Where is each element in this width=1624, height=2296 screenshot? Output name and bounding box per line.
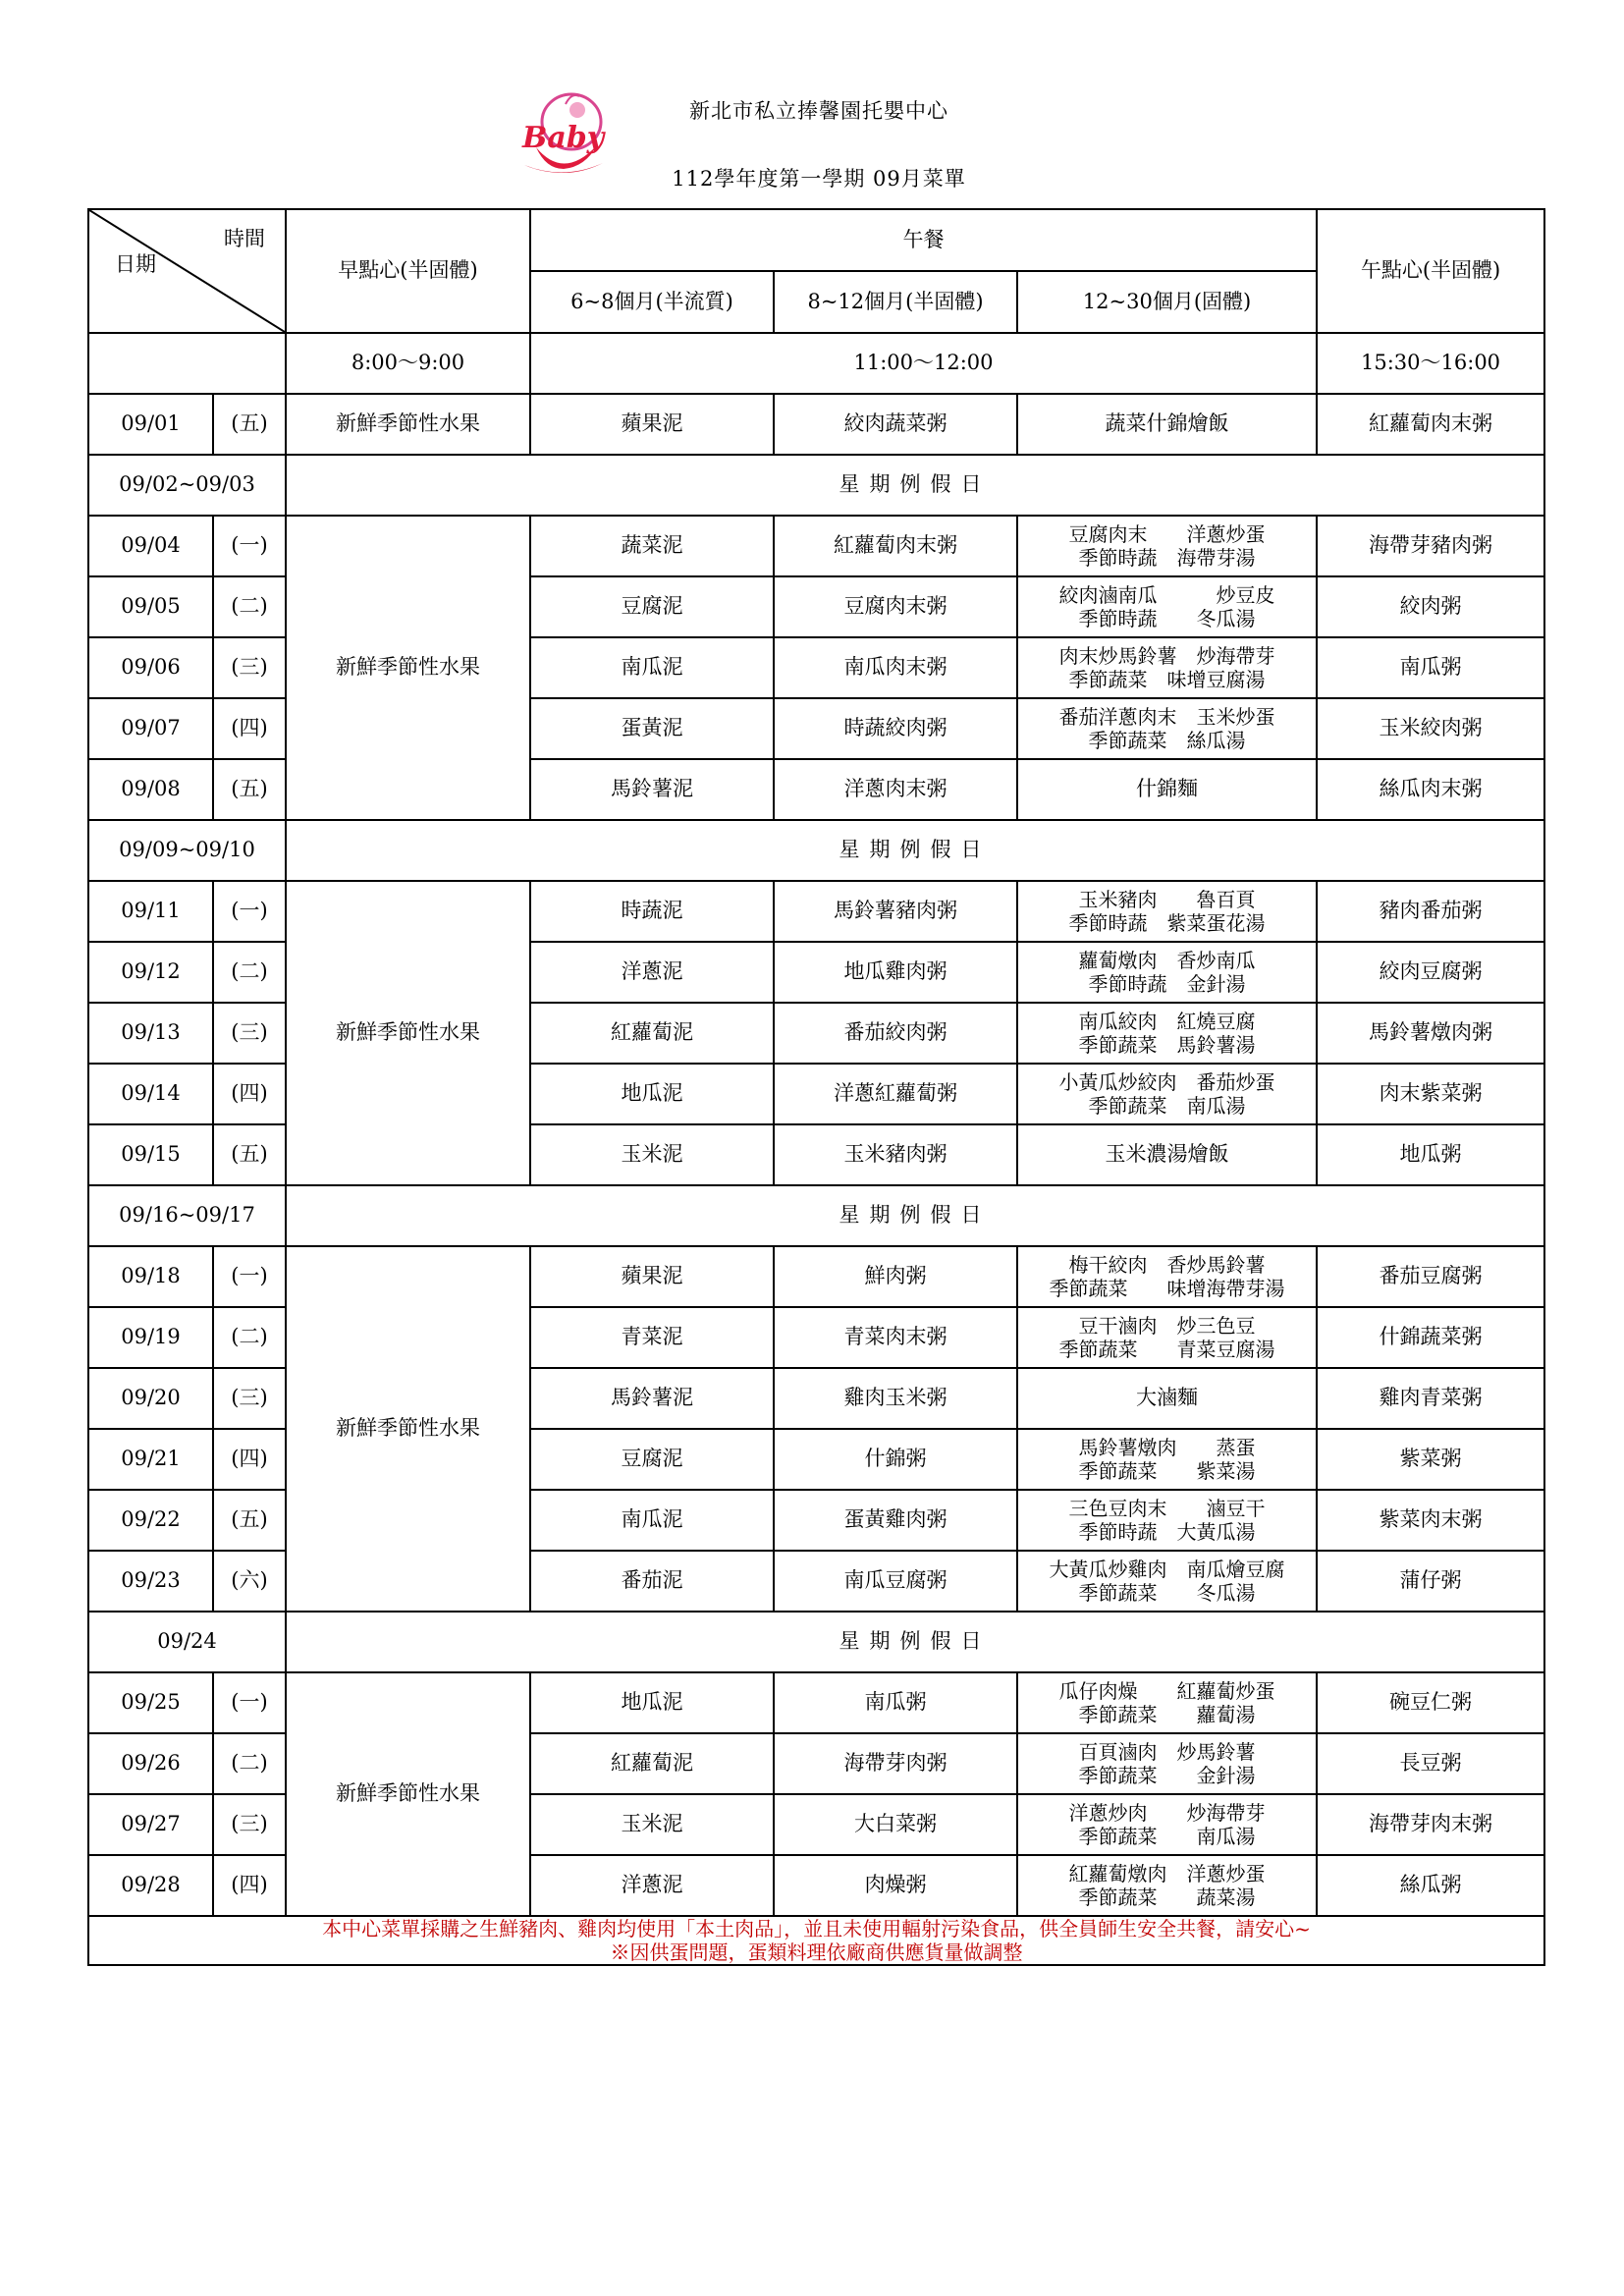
holiday-row	[88, 455, 1544, 516]
lunch-6-8-cell: 青菜泥	[530, 1307, 774, 1368]
day-cell: (二)	[213, 942, 286, 1003]
dish-line: 季節蔬菜 蔬菜湯	[1078, 1886, 1256, 1909]
dish-line: 季節時蔬 大黃瓜湯	[1078, 1520, 1256, 1544]
lunch-8-12-cell: 蛋黃雞肉粥	[774, 1490, 1017, 1551]
morning-cell: 新鮮季節性水果	[286, 516, 530, 820]
lunch-12-30-cell: 玉米濃湯燴飯	[1017, 1124, 1317, 1185]
lunch-6-8-cell: 地瓜泥	[530, 1672, 774, 1733]
dish-line: 季節蔬菜 冬瓜湯	[1078, 1581, 1256, 1605]
dish-line: 季節時蔬 紫菜蛋花湯	[1068, 911, 1266, 935]
morning-cell: 新鮮季節性水果	[286, 881, 530, 1185]
day-cell: (四)	[213, 1064, 286, 1124]
lunch-8-12-cell: 豆腐肉末粥	[774, 576, 1017, 637]
day-cell: (四)	[213, 1429, 286, 1490]
afternoon-cell: 絞肉豆腐粥	[1317, 942, 1544, 1003]
date-cell: 09/20	[88, 1368, 213, 1429]
lunch-8-12-cell: 鮮肉粥	[774, 1246, 1017, 1307]
lunch-12-30-cell: 蔬菜什錦燴飯	[1017, 394, 1317, 455]
dish-line: 大黃瓜炒雞肉 南瓜燴豆腐	[1049, 1558, 1285, 1581]
morning-header: 早點心(半固體)	[286, 209, 530, 333]
holiday-cell: 星期例假日	[286, 455, 1544, 516]
lunch-6-8-cell: 洋蔥泥	[530, 1855, 774, 1916]
date-cell: 09/27	[88, 1794, 213, 1855]
dish-line: 瓜仔肉燥 紅蘿蔔炒蛋	[1058, 1679, 1275, 1703]
lunch-8-12-cell: 南瓜肉末粥	[774, 637, 1017, 698]
lunch-12-30-cell: 大滷麵	[1017, 1368, 1317, 1429]
date-cell: 09/14	[88, 1064, 213, 1124]
day-cell: (五)	[213, 1124, 286, 1185]
date-cell: 09/18	[88, 1246, 213, 1307]
dish-line: 季節蔬菜 味增豆腐湯	[1068, 668, 1266, 691]
date-cell: 09/19	[88, 1307, 213, 1368]
afternoon-cell: 馬鈴薯燉肉粥	[1317, 1003, 1544, 1064]
day-cell: (二)	[213, 1307, 286, 1368]
note-line: 本中心菜單採購之生鮮豬肉、雞肉均使用「本土肉品」，並且未使用輻射污染食品，供全員師生安全共餐，請安心~	[322, 1917, 1311, 1941]
lunch-12-30-cell	[1017, 1429, 1317, 1490]
morning-cell: 新鮮季節性水果	[286, 394, 530, 455]
lunch-12-30-cell	[1017, 1794, 1317, 1855]
afternoon-cell: 絲瓜粥	[1317, 1855, 1544, 1916]
lunch-6-8-cell: 蘋果泥	[530, 1246, 774, 1307]
dish-line: 季節蔬菜 馬鈴薯湯	[1078, 1033, 1256, 1057]
lunch-12-30-cell	[1017, 1246, 1317, 1307]
lunch-12-30-cell	[1017, 576, 1317, 637]
holiday-row	[88, 1185, 1544, 1246]
date-cell: 09/21	[88, 1429, 213, 1490]
table-row	[88, 881, 1544, 942]
lunch-12-30-cell	[1017, 637, 1317, 698]
afternoon-cell: 海帶芽豬肉粥	[1317, 516, 1544, 576]
morning-cell: 新鮮季節性水果	[286, 1672, 530, 1916]
lunch-6-8-cell: 南瓜泥	[530, 637, 774, 698]
lunch-8-12-cell: 時蔬絞肉粥	[774, 698, 1017, 759]
lunch-6-8-cell: 玉米泥	[530, 1124, 774, 1185]
lunch-12-30-cell	[1017, 1064, 1317, 1124]
date-cell: 09/28	[88, 1855, 213, 1916]
date-cell: 09/23	[88, 1551, 213, 1612]
day-cell: (四)	[213, 1855, 286, 1916]
afternoon-cell: 碗豆仁粥	[1317, 1672, 1544, 1733]
day-cell: (三)	[213, 1003, 286, 1064]
lunch-12-30-cell	[1017, 1733, 1317, 1794]
afternoon-cell: 南瓜粥	[1317, 637, 1544, 698]
lunch-12-30-cell	[1017, 1307, 1317, 1368]
lunch-8-12-cell: 洋蔥紅蘿蔔粥	[774, 1064, 1017, 1124]
afternoon-cell: 玉米絞肉粥	[1317, 698, 1544, 759]
day-cell: (三)	[213, 637, 286, 698]
dish-line: 紅蘿蔔燉肉 洋蔥炒蛋	[1068, 1862, 1266, 1886]
afternoon-cell: 長豆粥	[1317, 1733, 1544, 1794]
lunch-6-8-cell: 紅蘿蔔泥	[530, 1733, 774, 1794]
lunch-8-12-cell: 大白菜粥	[774, 1794, 1017, 1855]
afternoon-header: 午點心(半固體)	[1317, 209, 1544, 333]
lunch-12-30-cell	[1017, 1490, 1317, 1551]
date-cell: 09/07	[88, 698, 213, 759]
date-cell: 09/05	[88, 576, 213, 637]
dish-line: 肉末炒馬鈴薯 炒海帶芽	[1058, 644, 1275, 668]
dish-line: 馬鈴薯燉肉 蒸蛋	[1078, 1436, 1256, 1459]
dish-line: 豆腐肉末 洋蔥炒蛋	[1068, 522, 1266, 546]
dish-line: 玉米豬肉 魯百頁	[1078, 888, 1256, 911]
afternoon-cell: 什錦蔬菜粥	[1317, 1307, 1544, 1368]
dish-line: 季節蔬菜 味增海帶芽湯	[1049, 1277, 1285, 1300]
lunch-12-30-cell	[1017, 698, 1317, 759]
lunch-12-30-cell	[1017, 516, 1317, 576]
lunch-6-8-cell: 地瓜泥	[530, 1064, 774, 1124]
dish-line: 季節蔬菜 青菜豆腐湯	[1058, 1338, 1275, 1361]
morning-cell: 新鮮季節性水果	[286, 1246, 530, 1612]
date-cell: 09/08	[88, 759, 213, 820]
lunch-6-8-cell: 時蔬泥	[530, 881, 774, 942]
afternoon-cell: 蒲仔粥	[1317, 1551, 1544, 1612]
afternoon-cell: 海帶芽肉末粥	[1317, 1794, 1544, 1855]
dish-line: 季節時蔬 冬瓜湯	[1078, 607, 1256, 630]
lunch-6-8-header: 6~8個月(半流質)	[530, 271, 774, 333]
dish-line: 季節時蔬 海帶芽湯	[1078, 546, 1256, 570]
lunch-6-8-cell: 蔬菜泥	[530, 516, 774, 576]
lunch-8-12-header: 8~12個月(半固體)	[774, 271, 1017, 333]
date-cell: 09/15	[88, 1124, 213, 1185]
dish-line: 季節蔬菜 南瓜湯	[1078, 1825, 1256, 1848]
day-cell: (二)	[213, 1733, 286, 1794]
dish-line: 季節蔬菜 紫菜湯	[1078, 1459, 1256, 1483]
lunch-12-30-cell	[1017, 881, 1317, 942]
lunch-8-12-cell: 洋蔥肉末粥	[774, 759, 1017, 820]
day-cell: (三)	[213, 1794, 286, 1855]
lunch-6-8-cell: 蛋黃泥	[530, 698, 774, 759]
lunch-6-8-cell: 南瓜泥	[530, 1490, 774, 1551]
dish-line: 番茄洋蔥肉末 玉米炒蛋	[1058, 705, 1275, 729]
lunch-8-12-cell: 馬鈴薯豬肉粥	[774, 881, 1017, 942]
table-row	[88, 1672, 1544, 1733]
note-line: ※因供蛋問題，蛋類料理依廠商供應貨量做調整	[610, 1941, 1023, 1964]
lunch-6-8-cell: 洋蔥泥	[530, 942, 774, 1003]
lunch-8-12-cell: 雞肉玉米粥	[774, 1368, 1017, 1429]
date-cell: 09/06	[88, 637, 213, 698]
dish-line: 洋蔥炒肉 炒海帶芽	[1068, 1801, 1266, 1825]
afternoon-cell: 肉末紫菜粥	[1317, 1064, 1544, 1124]
afternoon-cell: 豬肉番茄粥	[1317, 881, 1544, 942]
lunch-header: 午餐	[530, 209, 1317, 271]
lunch-6-8-cell: 紅蘿蔔泥	[530, 1003, 774, 1064]
organization-name: 新北市私立捧馨園托嬰中心	[689, 99, 948, 123]
dish-line: 季節蔬菜 絲瓜湯	[1088, 729, 1246, 752]
afternoon-cell: 紫菜粥	[1317, 1429, 1544, 1490]
dish-line: 蘿蔔燉肉 香炒南瓜	[1078, 949, 1256, 972]
lunch-6-8-cell: 蘋果泥	[530, 394, 774, 455]
lunch-6-8-cell: 豆腐泥	[530, 576, 774, 637]
lunch-8-12-cell: 地瓜雞肉粥	[774, 942, 1017, 1003]
table-row	[88, 1246, 1544, 1307]
afternoon-cell: 番茄豆腐粥	[1317, 1246, 1544, 1307]
day-cell: (四)	[213, 698, 286, 759]
lunch-6-8-cell: 馬鈴薯泥	[530, 759, 774, 820]
date-cell: 09/26	[88, 1733, 213, 1794]
day-cell: (二)	[213, 576, 286, 637]
lunch-12-30-cell	[1017, 1551, 1317, 1612]
lunch-6-8-cell: 玉米泥	[530, 1794, 774, 1855]
date-cell: 09/02~09/03	[88, 455, 286, 516]
day-cell: (五)	[213, 1490, 286, 1551]
afternoon-time: 15:30～16:00	[1317, 333, 1544, 394]
date-cell: 09/13	[88, 1003, 213, 1064]
lunch-8-12-cell: 南瓜豆腐粥	[774, 1551, 1017, 1612]
lunch-8-12-cell: 肉燥粥	[774, 1855, 1017, 1916]
lunch-12-30-cell	[1017, 1672, 1317, 1733]
date-cell: 09/16~09/17	[88, 1185, 286, 1246]
day-cell: (一)	[213, 516, 286, 576]
lunch-8-12-cell: 海帶芽肉粥	[774, 1733, 1017, 1794]
afternoon-cell: 絞肉粥	[1317, 576, 1544, 637]
date-cell: 09/12	[88, 942, 213, 1003]
afternoon-cell: 紫菜肉末粥	[1317, 1490, 1544, 1551]
day-cell: (六)	[213, 1551, 286, 1612]
date-label: 日期	[115, 251, 156, 276]
date-cell: 09/25	[88, 1672, 213, 1733]
day-cell: (一)	[213, 1672, 286, 1733]
header-row	[88, 209, 1544, 271]
day-cell: (五)	[213, 394, 286, 455]
lunch-6-8-cell: 番茄泥	[530, 1551, 774, 1612]
dish-line: 季節蔬菜 蘿蔔湯	[1078, 1703, 1256, 1726]
date-cell: 09/01	[88, 394, 213, 455]
table-row	[88, 394, 1544, 455]
date-cell: 09/11	[88, 881, 213, 942]
dish-line: 南瓜絞肉 紅燒豆腐	[1078, 1010, 1256, 1033]
dish-line: 季節蔬菜 南瓜湯	[1088, 1094, 1246, 1118]
lunch-8-12-cell: 什錦粥	[774, 1429, 1017, 1490]
dish-line: 豆干滷肉 炒三色豆	[1078, 1314, 1256, 1338]
date-cell: 09/22	[88, 1490, 213, 1551]
menu-table	[87, 208, 1545, 1966]
lunch-8-12-cell: 紅蘿蔔肉末粥	[774, 516, 1017, 576]
dish-line: 百頁滷肉 炒馬鈴薯	[1078, 1740, 1256, 1764]
dish-line: 小黃瓜炒絞肉 番茄炒蛋	[1058, 1070, 1275, 1094]
table-row	[88, 516, 1544, 576]
holiday-cell: 星期例假日	[286, 820, 1544, 881]
svg-text:Baby: Baby	[522, 121, 605, 155]
time-row	[88, 333, 1544, 394]
lunch-8-12-cell: 玉米豬肉粥	[774, 1124, 1017, 1185]
holiday-cell: 星期例假日	[286, 1612, 1544, 1672]
lunch-12-30-cell	[1017, 942, 1317, 1003]
date-cell: 09/09~09/10	[88, 820, 286, 881]
afternoon-cell: 紅蘿蔔肉末粥	[1317, 394, 1544, 455]
lunch-8-12-cell: 絞肉蔬菜粥	[774, 394, 1017, 455]
lunch-12-30-cell	[1017, 1003, 1317, 1064]
afternoon-cell: 絲瓜肉末粥	[1317, 759, 1544, 820]
holiday-row	[88, 820, 1544, 881]
holiday-row	[88, 1612, 1544, 1672]
dish-line: 季節蔬菜 金針湯	[1078, 1764, 1256, 1787]
afternoon-cell: 雞肉青菜粥	[1317, 1368, 1544, 1429]
footer-note	[88, 1916, 1544, 1965]
dish-line: 梅干絞肉 香炒馬鈴薯	[1068, 1253, 1266, 1277]
morning-time: 8:00～9:00	[286, 333, 530, 394]
time-blank	[88, 333, 286, 394]
time-label: 時間	[224, 226, 265, 250]
lunch-6-8-cell: 馬鈴薯泥	[530, 1368, 774, 1429]
afternoon-cell: 地瓜粥	[1317, 1124, 1544, 1185]
day-cell: (五)	[213, 759, 286, 820]
lunch-time: 11:00～12:00	[530, 333, 1317, 394]
lunch-8-12-cell: 青菜肉末粥	[774, 1307, 1017, 1368]
holiday-cell: 星期例假日	[286, 1185, 1544, 1246]
dish-line: 三色豆肉末 滷豆干	[1068, 1497, 1266, 1520]
day-cell: (一)	[213, 1246, 286, 1307]
lunch-6-8-cell: 豆腐泥	[530, 1429, 774, 1490]
date-cell: 09/24	[88, 1612, 286, 1672]
lunch-8-12-cell: 南瓜粥	[774, 1672, 1017, 1733]
date-cell: 09/04	[88, 516, 213, 576]
menu-title: 112學年度第一學期 09月菜單	[672, 167, 966, 191]
dish-line: 絞肉滷南瓜 炒豆皮	[1058, 583, 1275, 607]
lunch-8-12-cell: 番茄絞肉粥	[774, 1003, 1017, 1064]
date-time-header	[88, 209, 286, 333]
day-cell: (一)	[213, 881, 286, 942]
lunch-12-30-header: 12~30個月(固體)	[1017, 271, 1317, 333]
lunch-12-30-cell	[1017, 1855, 1317, 1916]
day-cell: (三)	[213, 1368, 286, 1429]
note-row	[88, 1916, 1544, 1965]
lunch-12-30-cell: 什錦麵	[1017, 759, 1317, 820]
dish-line: 季節時蔬 金針湯	[1088, 972, 1246, 996]
